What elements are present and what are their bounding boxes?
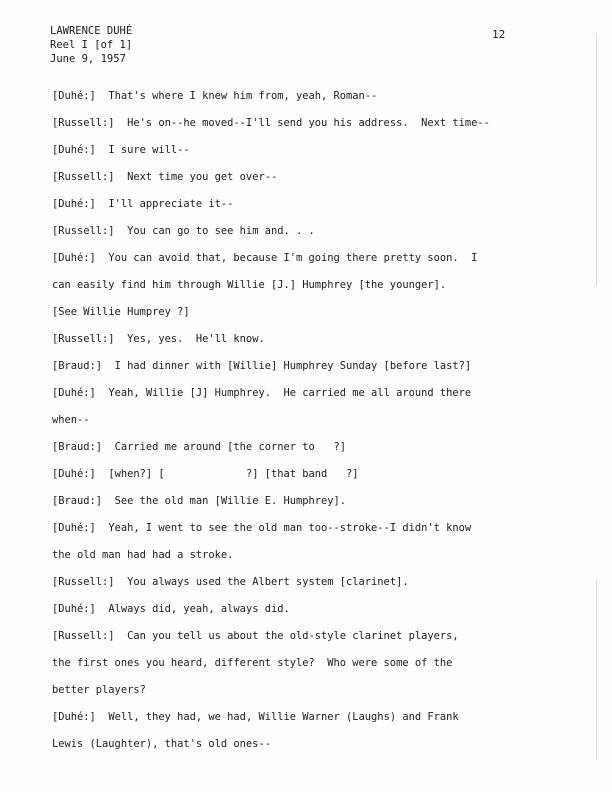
utterance-text: I sure will-- [108,144,190,156]
speaker-label: [Braud:] [52,495,103,507]
speaker-label: [Russell:] [52,171,115,183]
utterance-text: You can go to see him and. . . [127,225,315,237]
transcript-line [52,410,562,437]
utterance-text: [when?] [ ?] [that band ?] [108,468,359,480]
scan-edge-line [596,36,597,286]
speaker-label: [Duhé:] [52,198,96,210]
scan-edge-line [596,580,597,760]
transcript-line [52,491,562,518]
speaker-label: [Russell:] [52,333,115,345]
utterance-text: I had dinner with [Willie] Humphrey Sunday [before last?] [114,360,472,372]
utterance-text: Well, they had, we had, Willie Warner (Laughs) and Frank [108,711,459,723]
utterance-text: Lewis (Laughter), that's old ones-- [52,738,271,750]
interviewee-name: LAWRENCE DUHÉ [50,25,133,37]
transcript-line [52,707,562,734]
speaker-label: [Duhé:] [52,144,96,156]
speaker-label: [Russell:] [52,117,115,129]
transcript-line [52,248,562,275]
transcript-line [52,86,562,113]
transcript-line [52,140,562,167]
speaker-label: [Duhé:] [52,522,96,534]
speaker-label: [Braud:] [52,441,103,453]
utterance-text: Yeah, Willie [J] Humphrey. He carried me all around there [108,387,472,399]
transcript-line [52,437,562,464]
utterance-text: Can you tell us about the old-style clarinet players, [127,630,459,642]
utterance-text: better players? [52,684,146,696]
speaker-label: [Duhé:] [52,252,96,264]
transcript-line [52,545,562,572]
transcript-line [52,275,562,302]
utterance-text: That's where I knew him from, yeah, Roman-- [108,90,378,102]
transcript-line [52,167,562,194]
transcript-line [52,221,562,248]
utterance-text: Carried me around [the corner to ?] [114,441,347,453]
utterance-text: Yeah, I went to see the old man too--stroke--I didn't know [108,522,472,534]
speaker-label: [Duhé:] [52,711,96,723]
transcript-line [52,383,562,410]
utterance-text: the first ones you heard, different style? Who were some of the [52,657,453,669]
speaker-label: [Duhé:] [52,603,96,615]
utterance-text: the old man had had a stroke. [52,549,234,561]
utterance-text: See the old man [Willie E. Humphrey]. [114,495,347,507]
transcript-line [52,329,562,356]
transcript-line [52,356,562,383]
utterance-text: I'll appreciate it-- [108,198,234,210]
transcript-line [52,464,562,491]
utterance-text: can easily find him through Willie [J.] Humphrey [the younger]. [52,279,447,291]
speaker-label: [Duhé:] [52,387,96,399]
transcript-line [52,518,562,545]
speaker-label: [Duhé:] [52,90,96,102]
utterance-text: You always used the Albert system [clarinet]. [127,576,409,588]
speaker-label: [Braud:] [52,360,103,372]
utterance-text: Yes, yes. He'll know. [127,333,265,345]
transcript-body [52,86,562,761]
transcript-line [52,680,562,707]
transcript-line [52,194,562,221]
interview-date: June 9, 1957 [50,53,126,65]
speaker-label: [Russell:] [52,576,115,588]
page-header [50,24,132,66]
utterance-text: when-- [52,414,90,426]
transcript-line [52,302,562,329]
utterance-text: You can avoid that, because I'm going there pretty soon. I [108,252,478,264]
reel-label: Reel I [of 1] [50,39,133,51]
transcript-line [52,572,562,599]
speaker-label: [Russell:] [52,630,115,642]
transcript-line [52,599,562,626]
transcript-line [52,626,562,653]
utterance-text: Always did, yeah, always did. [108,603,290,615]
utterance-text: [See Willie Humprey ?] [52,306,190,318]
utterance-text: He's on--he moved--I'll send you his address. Next time-- [127,117,490,129]
utterance-text: Next time you get over-- [127,171,278,183]
transcript-line [52,653,562,680]
speaker-label: [Russell:] [52,225,115,237]
transcript-line [52,113,562,140]
page-number: 12 [492,28,506,41]
transcript-line [52,734,562,761]
speaker-label: [Duhé:] [52,468,96,480]
